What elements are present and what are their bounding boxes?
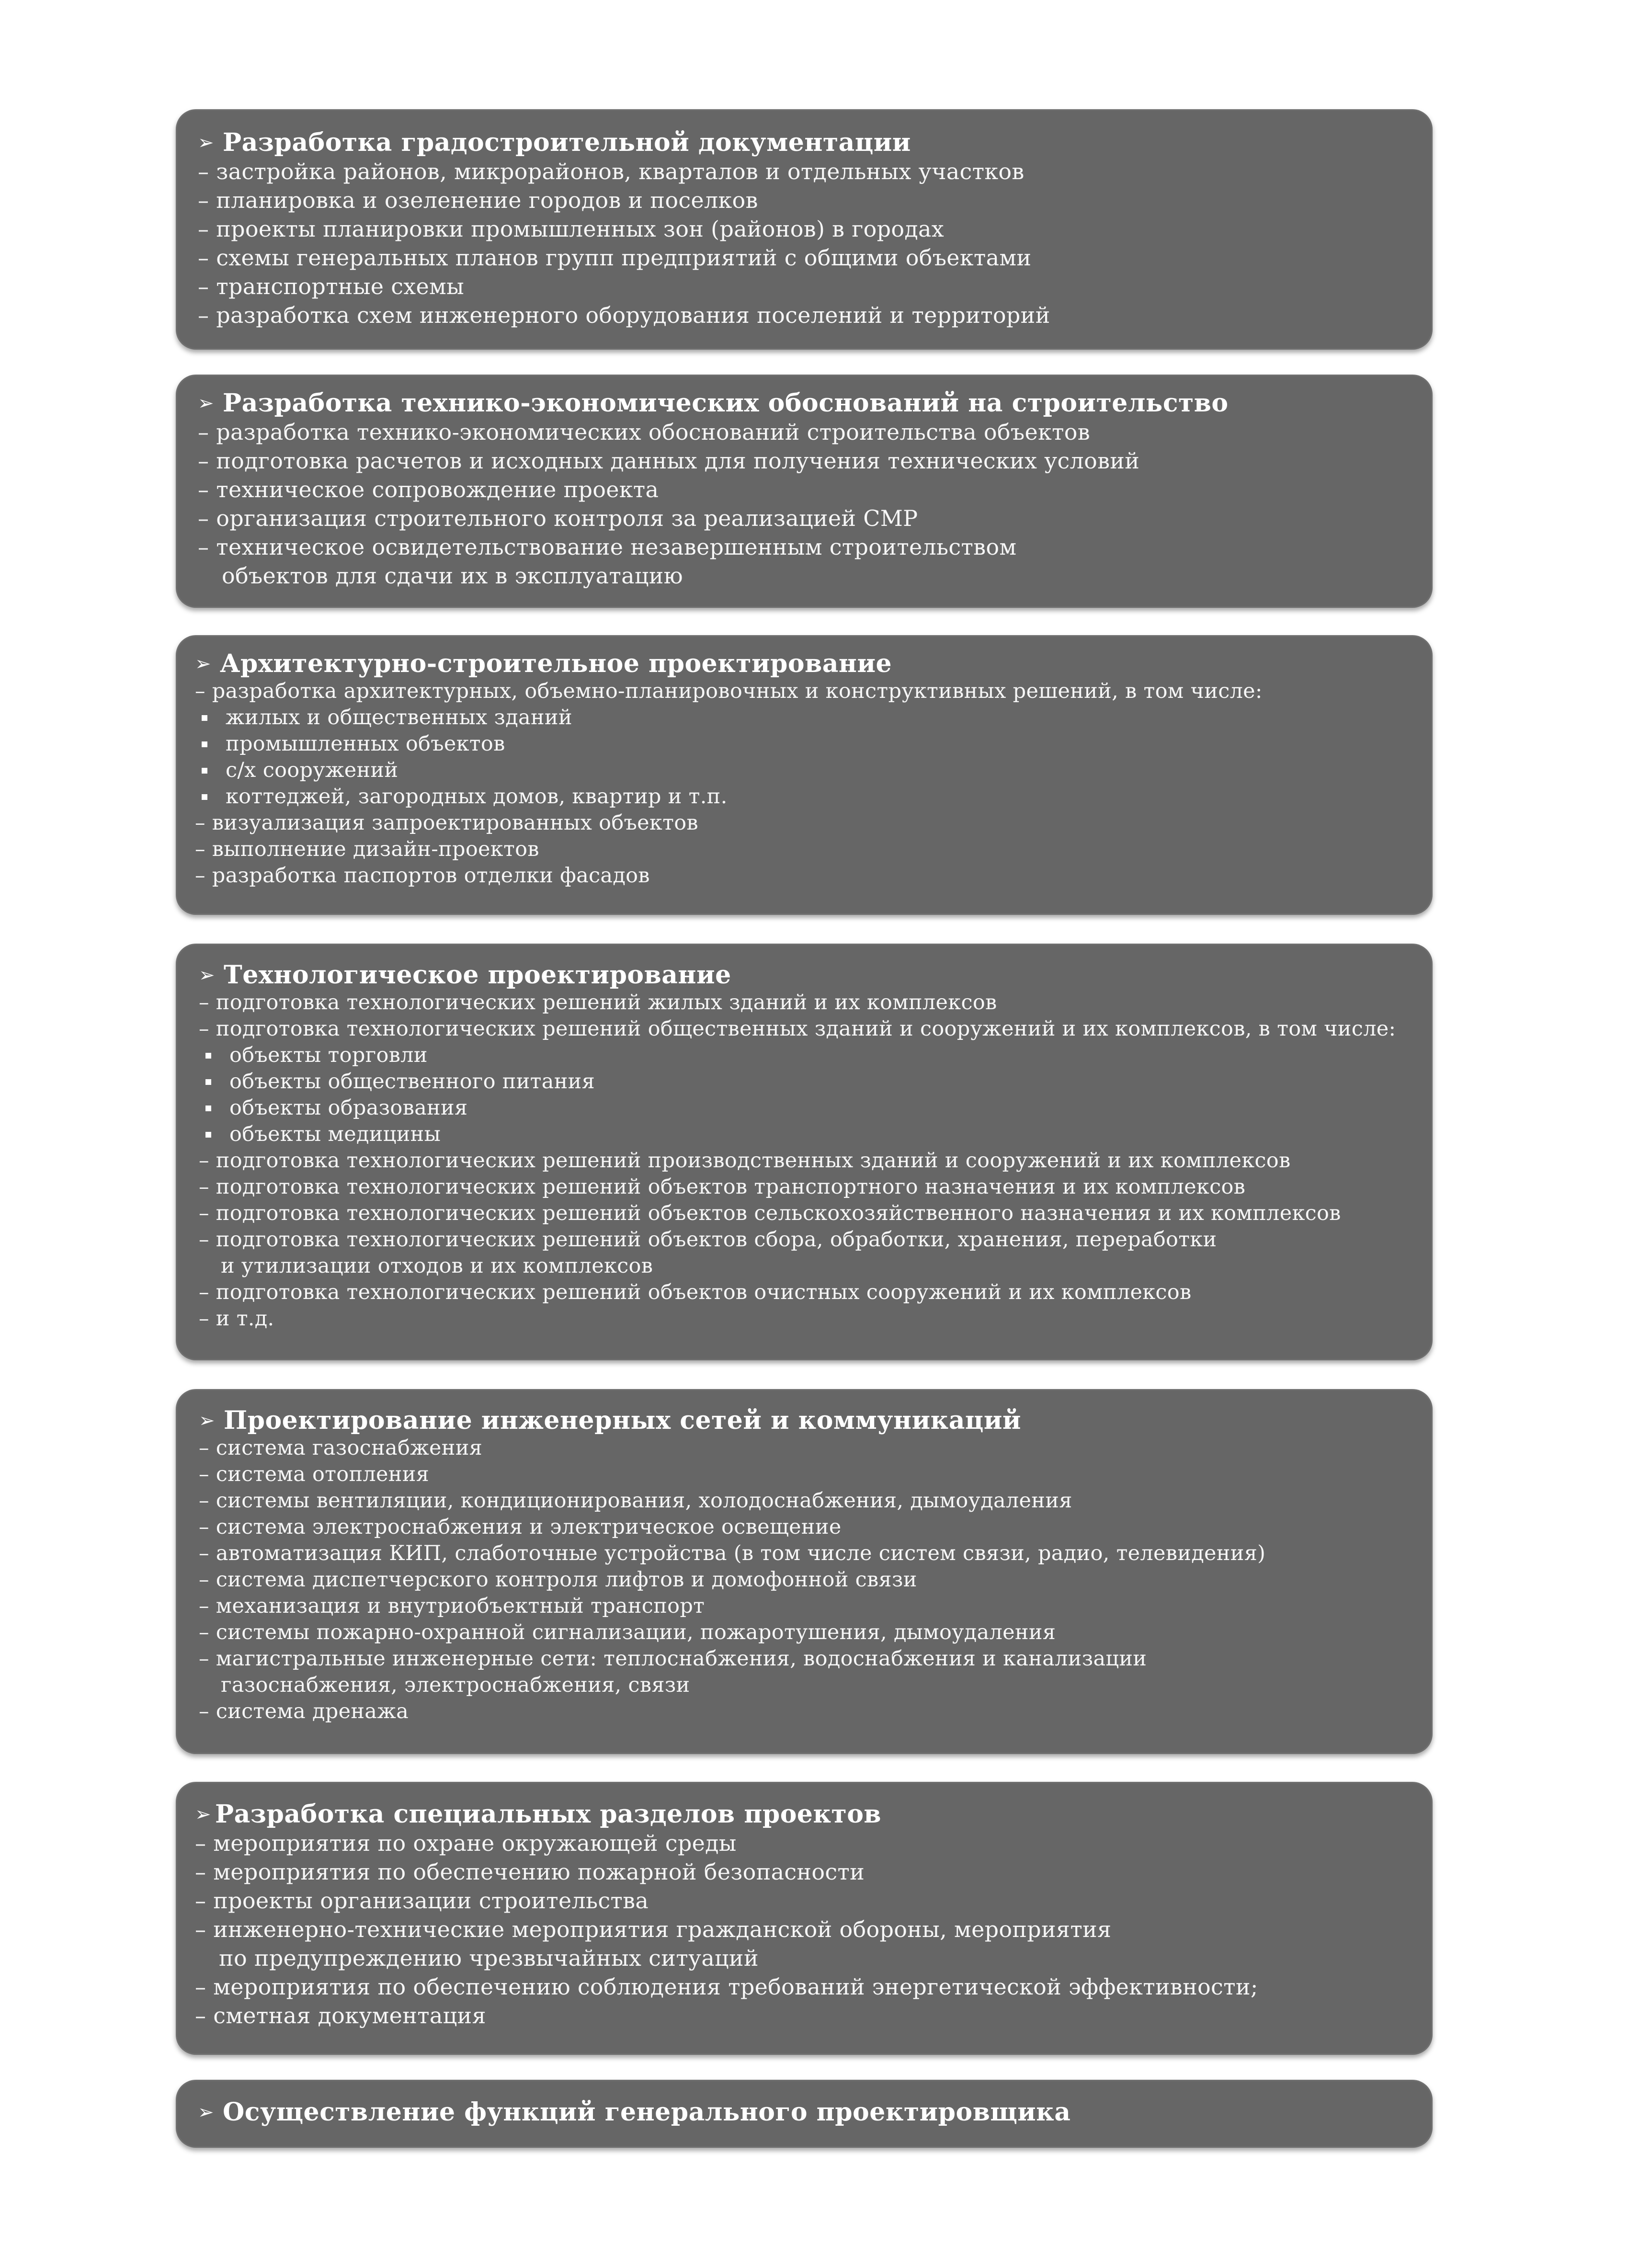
list-item: – организация строительного контроля за реализацией СМР [198, 505, 918, 531]
section-heading [198, 128, 1413, 157]
sub-list-item-label: объекты медицины [229, 1122, 441, 1146]
arrow-bullet-icon: ➢ [198, 392, 215, 414]
list-item: – система отопления [199, 1462, 430, 1486]
section-heading [199, 961, 1413, 990]
list-item: – подготовка технологических решений объектов транспортного назначения и их комплексов [199, 1175, 1246, 1199]
arrow-bullet-icon: ➢ [198, 2101, 215, 2123]
arrow-bullet-icon: ➢ [195, 1803, 212, 1825]
sub-list-item [195, 705, 1413, 731]
list-item: – подготовка технологических решений производственных зданий и сооружений и их комплексов [199, 1149, 1291, 1173]
section-title: Архитектурно-строительное проектирование [220, 649, 892, 678]
section-feasibility [176, 375, 1433, 608]
square-bullet-icon [205, 1079, 211, 1085]
list-item: – мероприятия по охране окружающей среды [195, 1830, 737, 1856]
list-item-continuation: и утилизации отходов и их комплексов [221, 1254, 653, 1278]
list-item: – системы вентиляции, кондиционирования, холодоснабжения, дымоудаления [199, 1489, 1072, 1513]
square-bullet-icon [205, 1132, 211, 1138]
list-item: – подготовка технологических решений объектов сельскохозяйственного назначения и их комплексов [199, 1201, 1341, 1225]
sub-list-item [195, 784, 1413, 810]
list-item: – системы пожарно-охранной сигнализации, пожаротушения, дымоудаления [199, 1620, 1056, 1644]
list-item: – подготовка расчетов и исходных данных для получения технических условий [198, 448, 1140, 474]
list-item: – подготовка технологических решений объектов очистных сооружений и их комплексов [199, 1280, 1192, 1304]
list-item: – разработка паспортов отделки фасадов [195, 864, 650, 888]
sub-list-item-label: жилых и общественных зданий [226, 706, 572, 729]
arrow-bullet-icon: ➢ [199, 964, 216, 986]
list-item: – система электроснабжения и электрическое освещение [199, 1515, 842, 1539]
section-title: Разработка специальных разделов проектов [215, 1800, 882, 1829]
section-special-sections [176, 1782, 1433, 2055]
list-item: – и т.д. [199, 1307, 274, 1331]
section-title: Проектирование инженерных сетей и коммуникаций [224, 1406, 1021, 1435]
sub-list-item-label: объекты общественного питания [229, 1070, 595, 1094]
section-title: Осуществление функций генерального проектировщика [223, 2097, 1071, 2127]
section-title: Технологическое проектирование [224, 960, 731, 990]
list-item: – подготовка технологических решений объектов сбора, обработки, хранения, переработки [199, 1228, 1217, 1252]
list-item: – разработка схем инженерного оборудования поселений и территорий [198, 302, 1050, 328]
list-item: – автоматизация КИП, слаботочные устройства (в том числе систем связи, радио, телевидения) [199, 1541, 1266, 1565]
sub-list-item-label: коттеджей, загородных домов, квартир и т.п. [226, 785, 728, 809]
list-item: – подготовка технологических решений общественных зданий и сооружений и их комплексов, в том числе: [199, 1017, 1396, 1041]
list-item: – разработка архитектурных, объемно-планировочных и конструктивных решений, в том числе: [195, 679, 1263, 703]
list-item-continuation: по предупреждению чрезвычайных ситуаций [219, 1945, 759, 1971]
section-heading [195, 1800, 1413, 1829]
square-bullet-icon [202, 768, 207, 774]
list-item: – визуализация запроектированных объектов [195, 811, 698, 835]
list-item: – проекты планировки промышленных зон (районов) в городах [198, 216, 944, 242]
list-item: – система газоснабжения [199, 1436, 483, 1460]
list-item: – техническое сопровождение проекта [198, 477, 659, 502]
arrow-bullet-icon: ➢ [199, 1410, 216, 1432]
list-item-continuation: объектов для сдачи их в эксплуатацию [222, 563, 683, 589]
arrow-bullet-icon: ➢ [198, 132, 215, 154]
sub-list-item [199, 1121, 1413, 1148]
list-item: – проекты организации строительства [195, 1888, 649, 1914]
section-heading [199, 1406, 1413, 1435]
section-title: Разработка градостроительной документации [223, 128, 911, 157]
section-engineering-networks [176, 1389, 1433, 1754]
list-item: – транспортные схемы [198, 274, 465, 299]
list-item: – магистральные инженерные сети: теплоснабжения, водоснабжения и канализации [199, 1647, 1147, 1671]
sub-list-item [195, 731, 1413, 757]
list-item: – планировка и озеленение городов и поселков [198, 187, 758, 213]
sub-list-item [199, 1095, 1413, 1121]
sub-list-item [195, 757, 1413, 784]
list-item: – схемы генеральных планов групп предприятий с общими объектами [198, 245, 1032, 271]
list-item: – система дренажа [199, 1699, 409, 1723]
list-item: – выполнение дизайн-проектов [195, 837, 539, 861]
sub-list-item-label: объекты образования [229, 1096, 468, 1120]
list-item: – разработка технико-экономических обоснований строительства объектов [198, 419, 1090, 445]
sub-list-item [199, 1042, 1413, 1069]
square-bullet-icon [202, 741, 207, 747]
section-heading [195, 650, 1413, 678]
section-technology [176, 944, 1433, 1360]
section-urban-planning [176, 109, 1433, 350]
square-bullet-icon [202, 715, 207, 721]
list-item: – техническое освидетельствование незавершенным строительством [198, 534, 1017, 560]
section-general-designer [176, 2080, 1433, 2148]
list-item-continuation: газоснабжения, электроснабжения, связи [221, 1673, 690, 1697]
sub-list-item-label: объекты торговли [229, 1043, 428, 1067]
sub-list-item [199, 1069, 1413, 1095]
sub-list-item-label: промышленных объектов [226, 732, 505, 756]
section-heading [198, 2098, 1413, 2127]
list-item: – мероприятия по обеспечению соблюдения требований энергетической эффективности; [195, 1974, 1258, 2000]
section-architecture [176, 635, 1433, 915]
arrow-bullet-icon: ➢ [195, 653, 212, 675]
list-item: – застройка районов, микрорайонов, кварталов и отдельных участков [198, 159, 1025, 184]
square-bullet-icon [205, 1106, 211, 1111]
list-item: – механизация и внутриобъектный транспорт [199, 1594, 705, 1618]
list-item: – сметная документация [195, 2003, 486, 2029]
section-title: Разработка технико-экономических обоснований на строительство [223, 388, 1229, 418]
square-bullet-icon [205, 1053, 211, 1059]
list-item: – инженерно-технические мероприятия гражданской обороны, мероприятия [195, 1916, 1112, 1942]
list-item: – система диспетчерского контроля лифтов и домофонной связи [199, 1568, 917, 1592]
section-heading [198, 389, 1413, 418]
list-item: – подготовка технологических решений жилых зданий и их комплексов [199, 991, 997, 1014]
list-item: – мероприятия по обеспечению пожарной безопасности [195, 1859, 865, 1885]
square-bullet-icon [202, 794, 207, 800]
sub-list-item-label: с/х сооружений [226, 758, 399, 782]
